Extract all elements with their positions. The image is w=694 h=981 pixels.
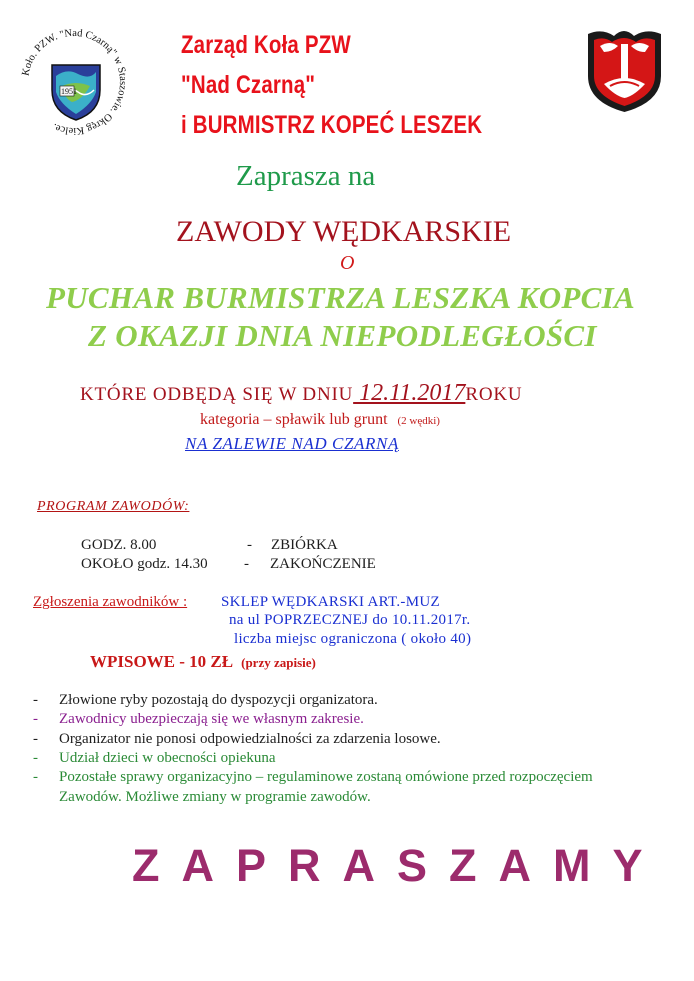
program-event: ZBIÓRKA	[271, 537, 338, 553]
rule-text: Organizator nie ponosi odpowiedzialności za zdarzenia losowe.	[59, 731, 441, 747]
category-line	[200, 411, 440, 429]
program-dash: -	[247, 537, 252, 553]
fee-amount: WPISOWE - 10 ZŁ	[90, 652, 234, 671]
rule-text: Udział dzieci w obecności opiekuna	[59, 750, 276, 766]
program-row	[81, 556, 376, 573]
rule-text: Zawodnicy ubezpieczają się we własnym zakresie.	[59, 711, 364, 727]
club-emblem-icon	[12, 20, 136, 144]
rule-dash: -	[33, 692, 38, 708]
header-line-3: i BURMISTRZ KOPEĆ LESZEK	[181, 111, 483, 139]
rule-continuation: Zawodów. Możliwe zmiany w programie zawodów.	[59, 789, 371, 805]
rule-dash: -	[33, 769, 38, 785]
header-line-2: "Nad Czarną"	[181, 71, 316, 99]
category-note: (2 wędki)	[397, 415, 440, 427]
program-dash: -	[244, 556, 249, 572]
rule-item	[33, 731, 441, 748]
program-time: GODZ. 8.00	[81, 537, 157, 553]
logo-ring-text: Koło. PZW. "Nad Czarną" w Staszowie. Okręg Kielce.	[20, 27, 129, 137]
registration-limit: liczba miejsc ograniczona ( około 40)	[234, 631, 472, 647]
rule-dash: -	[33, 711, 38, 727]
invite-text: Zaprasza na	[236, 160, 376, 192]
location-text: NA ZALEWIE NAD CZARNĄ	[185, 434, 399, 453]
fee-note: (przy zapisie)	[241, 655, 316, 670]
rule-item	[33, 769, 593, 786]
town-coat-of-arms	[582, 26, 667, 114]
date-line	[80, 380, 522, 407]
club-logo	[12, 20, 136, 144]
rule-item	[33, 692, 378, 709]
registration-address: na ul POPRZECZNEJ do 10.11.2017r.	[229, 612, 471, 628]
rule-text: Złowione ryby pozostają do dyspozycji organizatora.	[59, 692, 378, 708]
program-event: ZAKOŃCZENIE	[270, 556, 376, 572]
rule-text: Pozostałe sprawy organizacyjno – regulaminowe zostaną omówione przed rozpoczęciem	[59, 769, 593, 785]
registration-shop: SKLEP WĘDKARSKI ART.-MUZ	[221, 594, 440, 610]
program-time: OKOŁO godz. 14.30	[81, 556, 208, 572]
closing-invitation: ZAPRASZAMY	[132, 840, 665, 891]
cup-title-line-1: PUCHAR BURMISTRZA LESZKA KOPCIA	[46, 280, 635, 315]
header-line-1: Zarząd Koła PZW	[181, 31, 351, 59]
title-connector: O	[340, 252, 355, 274]
event-title: ZAWODY WĘDKARSKIE	[176, 215, 512, 248]
rule-dash: -	[33, 731, 38, 747]
registration-label: Zgłoszenia zawodników :	[33, 594, 188, 610]
date-prefix: KTÓRE ODBĘDĄ SIĘ W DNIU	[80, 384, 354, 405]
fee-line	[90, 652, 316, 672]
date-suffix: ROKU	[465, 384, 523, 405]
logo-year: 1951	[61, 87, 77, 96]
category-text: kategoria – spławik lub grunt	[200, 411, 388, 428]
rule-item	[33, 750, 276, 767]
coat-of-arms-icon	[582, 26, 667, 114]
rule-dash: -	[33, 750, 38, 766]
program-row	[81, 537, 338, 554]
rule-item	[33, 711, 364, 728]
program-heading: PROGRAM ZAWODÓW:	[37, 499, 190, 514]
event-date: 12.11.2017	[353, 380, 466, 406]
cup-title-line-2: Z OKAZJI DNIA NIEPODLEGŁOŚCI	[88, 318, 597, 353]
